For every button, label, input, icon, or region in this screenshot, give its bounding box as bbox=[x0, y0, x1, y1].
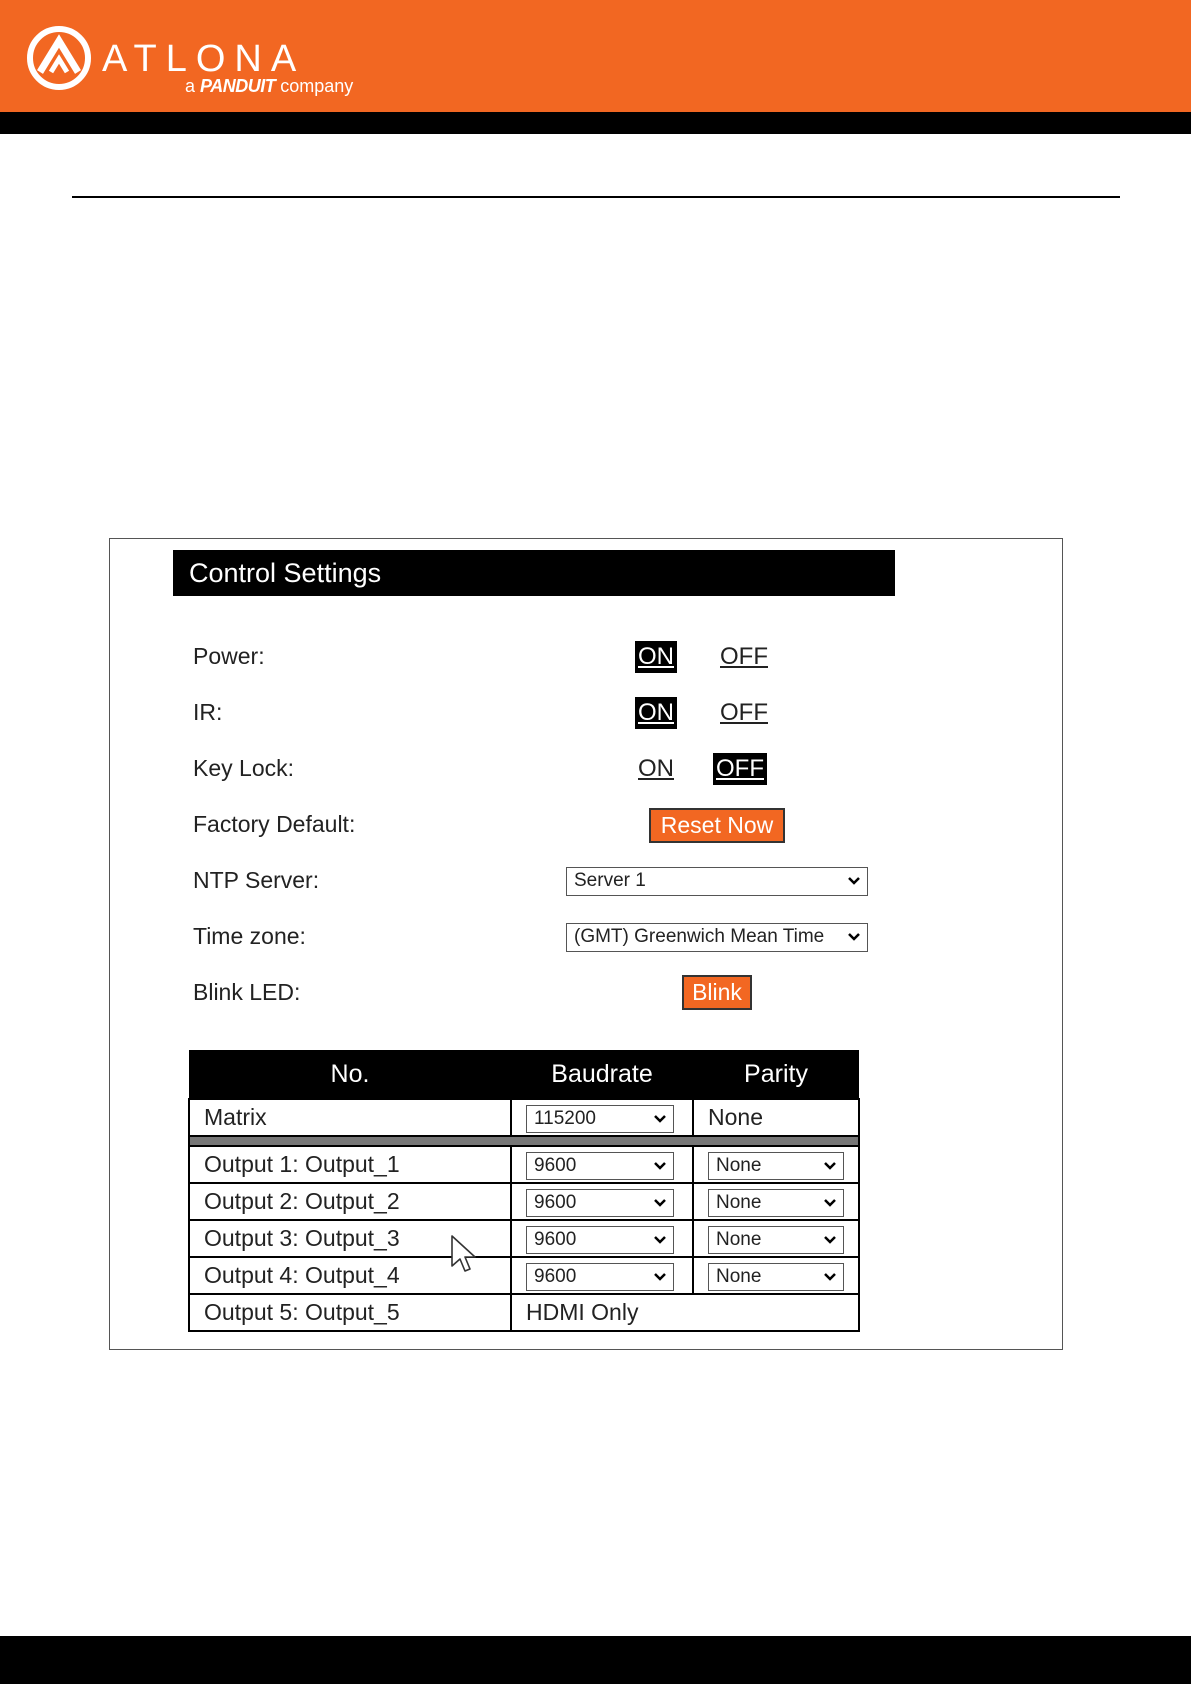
row-name: Output 3: Output_3 bbox=[189, 1220, 511, 1257]
ntp-server-value: Server 1 bbox=[574, 870, 646, 891]
chevron-down-icon bbox=[823, 1197, 837, 1209]
chevron-down-icon bbox=[653, 1271, 667, 1283]
table-separator bbox=[189, 1136, 859, 1146]
power-off-toggle[interactable]: OFF bbox=[720, 643, 768, 670]
parity-select[interactable] bbox=[708, 1189, 844, 1217]
chevron-down-icon bbox=[847, 875, 861, 887]
key-lock-on-toggle[interactable]: ON bbox=[638, 755, 674, 782]
baudrate-value: 9600 bbox=[534, 1154, 577, 1176]
ir-label: IR: bbox=[193, 699, 223, 725]
baudrate-select[interactable] bbox=[526, 1226, 674, 1254]
parity-select[interactable] bbox=[708, 1226, 844, 1254]
footer-bar bbox=[0, 1636, 1191, 1684]
header-bar bbox=[0, 112, 1191, 134]
parity-select[interactable] bbox=[708, 1263, 844, 1291]
brand-tagline: a PANDUIT company bbox=[185, 76, 354, 96]
parity-cell bbox=[693, 1220, 859, 1257]
parity-cell: None bbox=[693, 1099, 859, 1136]
chevron-down-icon bbox=[653, 1197, 667, 1209]
hdmi-only-cell: HDMI Only bbox=[511, 1294, 859, 1331]
power-on-toggle[interactable]: ON bbox=[635, 641, 677, 673]
time-zone-select[interactable] bbox=[566, 923, 868, 952]
chevron-down-icon bbox=[653, 1234, 667, 1246]
mouse-pointer-icon bbox=[450, 1234, 480, 1276]
baudrate-select[interactable] bbox=[526, 1189, 674, 1217]
parity-select[interactable] bbox=[708, 1152, 844, 1180]
baudrate-cell bbox=[511, 1220, 693, 1257]
chevron-down-icon bbox=[653, 1160, 667, 1172]
header-rule bbox=[72, 196, 1120, 198]
panel-title: Control Settings bbox=[173, 550, 895, 596]
column-header-no: No. bbox=[189, 1050, 511, 1099]
chevron-down-icon bbox=[823, 1234, 837, 1246]
row-name: Output 2: Output_2 bbox=[189, 1183, 511, 1220]
key-lock-off-toggle[interactable]: OFF bbox=[713, 753, 767, 785]
baudrate-select[interactable] bbox=[526, 1152, 674, 1180]
atlona-logo-icon bbox=[27, 26, 91, 90]
parity-cell bbox=[693, 1183, 859, 1220]
chevron-down-icon bbox=[823, 1160, 837, 1172]
baudrate-select[interactable] bbox=[526, 1263, 674, 1291]
key-lock-label: Key Lock: bbox=[193, 755, 294, 781]
parity-value: None bbox=[716, 1154, 762, 1176]
baudrate-cell bbox=[511, 1257, 693, 1294]
table-row bbox=[189, 1146, 859, 1183]
ir-on-toggle[interactable]: ON bbox=[635, 697, 677, 729]
parity-value: None bbox=[716, 1265, 762, 1287]
control-settings-panel bbox=[109, 538, 1063, 1350]
parity-value: None bbox=[716, 1191, 762, 1213]
ntp-server-select[interactable] bbox=[566, 867, 868, 896]
row-name: Output 5: Output_5 bbox=[189, 1294, 511, 1331]
table-header-row bbox=[189, 1050, 859, 1099]
time-zone-label: Time zone: bbox=[193, 923, 306, 949]
baudrate-select[interactable] bbox=[526, 1105, 674, 1133]
parity-cell bbox=[693, 1146, 859, 1183]
factory-default-label: Factory Default: bbox=[193, 811, 356, 837]
baudrate-cell bbox=[511, 1183, 693, 1220]
serial-config-table bbox=[188, 1050, 860, 1332]
table-row bbox=[189, 1294, 859, 1331]
table-row bbox=[189, 1099, 859, 1136]
blink-button[interactable]: Blink bbox=[682, 975, 752, 1010]
reset-now-button[interactable]: Reset Now bbox=[649, 808, 785, 843]
baudrate-value: 9600 bbox=[534, 1265, 577, 1287]
row-name: Matrix bbox=[189, 1099, 511, 1136]
ir-off-toggle[interactable]: OFF bbox=[720, 699, 768, 726]
column-header-parity: Parity bbox=[693, 1050, 859, 1099]
time-zone-value: (GMT) Greenwich Mean Time bbox=[574, 926, 825, 947]
separator-cell bbox=[189, 1136, 859, 1146]
baudrate-value: 115200 bbox=[534, 1107, 596, 1129]
baudrate-cell bbox=[511, 1099, 693, 1136]
row-name: Output 4: Output_4 bbox=[189, 1257, 511, 1294]
chevron-down-icon bbox=[823, 1271, 837, 1283]
chevron-down-icon bbox=[653, 1113, 667, 1125]
brand-wordmark: ATLONA bbox=[102, 38, 306, 80]
parity-cell bbox=[693, 1257, 859, 1294]
ntp-server-label: NTP Server: bbox=[193, 867, 320, 893]
parity-value: None bbox=[716, 1228, 762, 1250]
row-name: Output 1: Output_1 bbox=[189, 1146, 511, 1183]
baudrate-cell bbox=[511, 1146, 693, 1183]
power-label: Power: bbox=[193, 643, 265, 669]
blink-led-label: Blink LED: bbox=[193, 979, 301, 1005]
baudrate-value: 9600 bbox=[534, 1191, 577, 1213]
table-row bbox=[189, 1257, 859, 1294]
table-row bbox=[189, 1183, 859, 1220]
baudrate-value: 9600 bbox=[534, 1228, 577, 1250]
column-header-baudrate: Baudrate bbox=[511, 1050, 693, 1099]
table-row bbox=[189, 1220, 859, 1257]
chevron-down-icon bbox=[847, 931, 861, 943]
